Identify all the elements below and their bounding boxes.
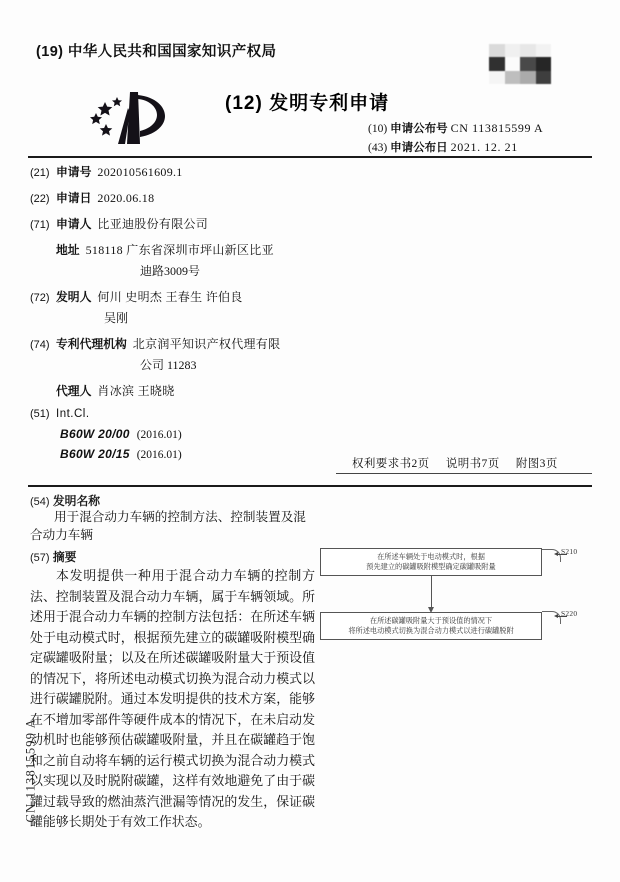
title-section-label: 发明名称 bbox=[52, 494, 101, 508]
flow-leader-hook bbox=[542, 549, 561, 562]
page-counts bbox=[352, 455, 571, 471]
agent-row bbox=[56, 382, 360, 399]
description-page-count: 说明书7页 bbox=[445, 458, 500, 470]
ipc-row bbox=[30, 408, 360, 420]
bibliographic-block bbox=[30, 163, 360, 467]
ipc-version: (2016.01) bbox=[136, 429, 182, 441]
application-number-code: (21) bbox=[30, 167, 50, 179]
header-divider-rule bbox=[28, 156, 592, 158]
flow-step-ref: S220 bbox=[561, 609, 578, 618]
document-kind-code: (12) bbox=[225, 93, 263, 114]
ipc-entry bbox=[30, 447, 360, 462]
page-counts-underline bbox=[336, 473, 592, 474]
application-date-label: 申请日 bbox=[56, 191, 92, 205]
flow-step-ref: S210 bbox=[561, 547, 578, 556]
publication-date-label: 申请公布日 bbox=[390, 142, 448, 154]
abstract-figure-flowchart bbox=[318, 545, 588, 660]
applicant-code: (71) bbox=[30, 219, 50, 231]
abstract-section-divider-rule bbox=[28, 485, 592, 487]
publication-number-label: 申请公布号 bbox=[390, 123, 448, 135]
issuing-office-line bbox=[36, 40, 276, 61]
applicant-row bbox=[30, 215, 360, 232]
barcode-cell bbox=[505, 71, 521, 84]
barcode-cell bbox=[505, 44, 521, 57]
invention-title: 用于混合动力车辆的控制方法、控制装置及混合动力车辆 bbox=[30, 510, 306, 542]
ipc-code: (51) bbox=[30, 408, 50, 420]
ipc-symbol: B60W 20/00 bbox=[60, 427, 130, 441]
drawings-page-count: 附图3页 bbox=[515, 458, 558, 470]
application-number-label: 申请号 bbox=[56, 165, 92, 179]
publication-date-value: 2021. 12. 21 bbox=[450, 140, 518, 154]
agency-label: 专利代理机构 bbox=[56, 337, 127, 351]
applicant-label: 申请人 bbox=[56, 217, 92, 231]
applicant-address-label: 地址 bbox=[56, 243, 80, 257]
application-number-row bbox=[30, 163, 360, 180]
barcode-cell bbox=[505, 57, 521, 70]
agency-line2: 公司 11283 bbox=[140, 358, 197, 372]
title-section-heading bbox=[30, 492, 100, 509]
flow-step-line2: 预先建立的碳罐吸附模型确定碳罐吸附量 bbox=[366, 563, 496, 571]
barcode-cell bbox=[489, 71, 505, 84]
issuing-office-name: 中华人民共和国国家知识产权局 bbox=[67, 44, 277, 60]
ipc-entry bbox=[30, 427, 360, 442]
applicant-address-line1: 518118 广东省深圳市坪山新区比亚 bbox=[85, 243, 274, 257]
applicant-value: 比亚迪股份有限公司 bbox=[97, 217, 209, 231]
barcode-cell bbox=[489, 44, 505, 57]
title-section-code: (54) bbox=[30, 496, 50, 508]
flow-step-line2: 将所述电动模式切换为混合动力模式以进行碳罐脱附 bbox=[348, 627, 514, 635]
agency-row bbox=[30, 335, 360, 352]
barcode-cell bbox=[520, 71, 536, 84]
flow-step-line1: 在所述碳罐吸附量大于预设值的情况下 bbox=[369, 616, 493, 625]
application-date-row bbox=[30, 189, 360, 206]
document-kind-line bbox=[225, 88, 389, 115]
agent-label: 代理人 bbox=[56, 384, 92, 398]
publication-number-value: CN 113815599 A bbox=[450, 121, 544, 135]
inventors-line1: 何川 史明杰 王春生 许伯良 bbox=[97, 290, 243, 304]
cnipa-emblem-icon bbox=[70, 88, 190, 150]
barcode-cell bbox=[489, 57, 505, 70]
publication-number-row bbox=[368, 119, 543, 138]
flow-leader-hook bbox=[542, 611, 561, 624]
abstract-section-label: 摘要 bbox=[52, 550, 77, 564]
abstract-section-heading bbox=[30, 548, 76, 565]
ipc-symbol: B60W 20/15 bbox=[60, 447, 130, 461]
ipc-version: (2016.01) bbox=[136, 449, 182, 461]
inventors-code: (72) bbox=[30, 292, 50, 304]
inventors-label: 发明人 bbox=[56, 290, 92, 304]
agent-value: 肖冰滨 王晓晓 bbox=[97, 384, 175, 398]
agency-line1: 北京润平知识产权代理有限 bbox=[132, 337, 281, 351]
inventors-line2: 吴刚 bbox=[104, 311, 129, 325]
abstract-text: 本发明提供一种用于混合动力车辆的控制方法、控制装置及混合动力车辆，属于车辆领域。所述用于混合动力车辆的控制方法包括：在所述车辆处于电动模式时，根据预先建立的碳罐吸附模型确定碳罐吸附量；以及在所述碳罐吸附量大于预设值的情况下，将所述电动模式切换为混合动力模式以进行碳罐脱附。通过本发明提供的技术方案，能够在不增加零部件等硬件成本的情况下，在未启动发动机时也能够预估碳罐吸附量，并且在碳罐趋于饱和之前自动将车辆的运行模式切换为混合动力模式以实现以及时脱附碳罐，这样有效地避免了由于碳罐过载导致的燃油蒸汽泄漏等情况的发生，保证碳罐能够长期处于有效工作状态。 bbox=[30, 569, 315, 829]
barcode-cell bbox=[536, 71, 552, 84]
application-date-code: (22) bbox=[30, 193, 50, 205]
agency-code: (74) bbox=[30, 339, 50, 351]
claims-page-count: 权利要求书2页 bbox=[352, 458, 430, 470]
publication-date-code: (43) bbox=[368, 142, 388, 154]
barcode-cell bbox=[520, 44, 536, 57]
barcode-cell bbox=[536, 57, 552, 70]
flow-step-box bbox=[320, 548, 542, 576]
barcode-cell bbox=[536, 44, 552, 57]
side-publication-number: CN 113815599 A bbox=[23, 717, 38, 823]
barcode-block bbox=[489, 44, 551, 84]
application-number-value: 202010561609.1 bbox=[97, 165, 183, 179]
publication-date-row bbox=[368, 138, 543, 157]
flow-step-box bbox=[320, 612, 542, 640]
barcode-cell bbox=[520, 57, 536, 70]
inventors-row bbox=[30, 288, 360, 305]
applicant-address-row bbox=[56, 241, 360, 258]
issuing-office-code: (19) bbox=[36, 44, 64, 60]
application-date-value: 2020.06.18 bbox=[97, 191, 155, 205]
publication-info bbox=[368, 119, 543, 157]
abstract-section-code: (57) bbox=[30, 552, 50, 564]
flow-step-line1: 在所述车辆处于电动模式时，根据 bbox=[377, 552, 485, 561]
document-kind-name: 发明专利申请 bbox=[269, 93, 390, 114]
applicant-address-line2: 迪路3009号 bbox=[140, 264, 201, 278]
ipc-label: Int.Cl. bbox=[56, 408, 90, 420]
flow-connector-arrow bbox=[431, 576, 432, 608]
publication-number-code: (10) bbox=[368, 123, 388, 135]
